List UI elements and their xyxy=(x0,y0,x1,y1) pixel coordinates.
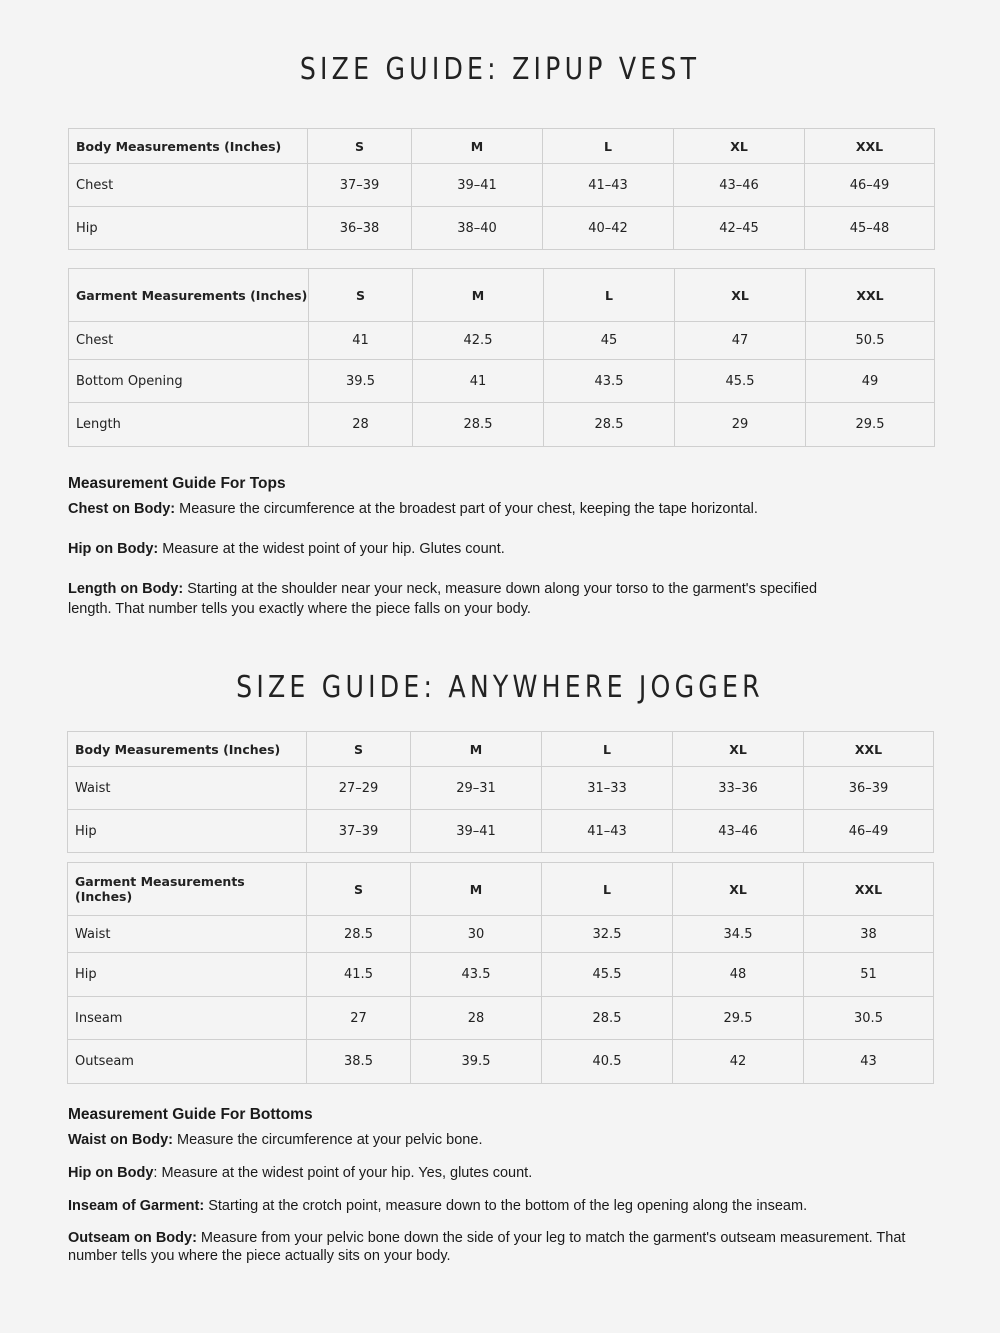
table-cell: 43.5 xyxy=(544,360,675,403)
size-header: M xyxy=(411,863,542,916)
table-cell: 33–36 xyxy=(673,767,804,810)
tops-measurement-guide xyxy=(68,474,928,619)
table-row xyxy=(69,207,935,250)
table-cell: 50.5 xyxy=(806,322,935,360)
table-cell: 34.5 xyxy=(673,916,804,953)
guide-text: Measure the circumference at the broadest part of your chest, keeping the tape horizontal. xyxy=(175,501,758,517)
table-header-label: Body Measurements (Inches) xyxy=(68,732,307,767)
guide-text: Measure the circumference at your pelvic bone. xyxy=(172,1132,483,1148)
table-cell: 42.5 xyxy=(413,322,544,360)
table-cell: 45.5 xyxy=(675,360,806,403)
jogger-garment-measurements-table xyxy=(67,862,934,1084)
table-cell: 29.5 xyxy=(806,403,935,447)
row-label: Outseam xyxy=(68,1040,307,1084)
table-cell: 28.5 xyxy=(413,403,544,447)
size-header: M xyxy=(411,732,542,767)
table-cell: 45 xyxy=(544,322,675,360)
table-cell: 28 xyxy=(411,997,542,1040)
table-cell: 37–39 xyxy=(308,164,412,207)
guide-item xyxy=(68,539,928,559)
table-cell: 43–46 xyxy=(673,810,804,853)
guide-text: : Measure at the widest point of your hip. Yes, glutes count. xyxy=(153,1165,533,1181)
table-cell: 43 xyxy=(804,1040,934,1084)
size-header: M xyxy=(412,129,543,164)
table-cell: 39.5 xyxy=(309,360,413,403)
guide-term: Length on Body: xyxy=(68,581,184,597)
table-cell: 28.5 xyxy=(544,403,675,447)
jogger-body-measurements-table xyxy=(67,731,934,853)
row-label: Hip xyxy=(68,953,307,997)
guide-item xyxy=(68,1163,928,1183)
size-header: L xyxy=(543,129,674,164)
table-cell: 40.5 xyxy=(542,1040,673,1084)
table-cell: 29–31 xyxy=(411,767,542,810)
table-cell: 42 xyxy=(673,1040,804,1084)
guide-term: Inseam of Garment: xyxy=(68,1198,205,1214)
table-cell: 39–41 xyxy=(411,810,542,853)
table-cell: 28.5 xyxy=(307,916,411,953)
table-header-row xyxy=(68,863,934,916)
table-cell: 30 xyxy=(411,916,542,953)
row-label: Waist xyxy=(68,916,307,953)
table-cell: 45–48 xyxy=(805,207,935,250)
size-header: L xyxy=(544,269,675,322)
table-cell: 43–46 xyxy=(674,164,805,207)
table-cell: 39–41 xyxy=(412,164,543,207)
row-label: Inseam xyxy=(68,997,307,1040)
guide-term: Outseam on Body: xyxy=(68,1230,197,1246)
table-cell: 27–29 xyxy=(307,767,411,810)
table-row xyxy=(69,360,935,403)
table-cell: 28 xyxy=(309,403,413,447)
table-cell: 41–43 xyxy=(543,164,674,207)
size-header: XXL xyxy=(806,269,935,322)
size-header: S xyxy=(308,129,412,164)
guide-term: Waist on Body: xyxy=(68,1132,173,1148)
table-cell: 51 xyxy=(804,953,934,997)
guide-text: Starting at the crotch point, measure down to the bottom of the leg opening along the inseam. xyxy=(204,1198,808,1214)
table-cell: 43.5 xyxy=(411,953,542,997)
row-label: Chest xyxy=(69,164,308,207)
guide-item xyxy=(68,1229,928,1265)
guide-term: Hip on Body: xyxy=(68,541,159,557)
table-cell: 46–49 xyxy=(804,810,934,853)
table-cell: 47 xyxy=(675,322,806,360)
table-cell: 30.5 xyxy=(804,997,934,1040)
vest-size-guide-title: SIZE GUIDE: ZIPUP VEST xyxy=(299,52,701,87)
table-cell: 48 xyxy=(673,953,804,997)
table-cell: 46–49 xyxy=(805,164,935,207)
table-row xyxy=(68,810,934,853)
size-header: XXL xyxy=(805,129,935,164)
table-cell: 28.5 xyxy=(542,997,673,1040)
size-header: S xyxy=(309,269,413,322)
guide-text: Starting at the shoulder near your neck, measure down along your torso to the garment's specified length. That number tells you exactly where the piece falls on your body. xyxy=(68,581,818,617)
table-row xyxy=(68,997,934,1040)
size-header: XXL xyxy=(804,732,934,767)
table-row xyxy=(68,1040,934,1084)
size-header: XXL xyxy=(804,863,934,916)
table-row xyxy=(69,164,935,207)
guide-text: Measure from your pelvic bone down the side of your leg to match the garment's outseam measurement. That number tells you where the piece actually sits on your body. xyxy=(68,1230,906,1264)
row-label: Length xyxy=(69,403,309,447)
size-header: XL xyxy=(674,129,805,164)
table-cell: 41.5 xyxy=(307,953,411,997)
guide-item xyxy=(68,1130,928,1150)
guide-item xyxy=(68,1196,928,1216)
table-cell: 36–39 xyxy=(804,767,934,810)
table-cell: 42–45 xyxy=(674,207,805,250)
size-header: XL xyxy=(675,269,806,322)
guide-term: Hip on Body xyxy=(68,1165,154,1181)
table-row xyxy=(68,953,934,997)
table-cell: 49 xyxy=(806,360,935,403)
table-row xyxy=(68,767,934,810)
bottoms-measurement-guide xyxy=(68,1105,928,1265)
size-header: S xyxy=(307,732,411,767)
size-header: L xyxy=(542,863,673,916)
table-cell: 27 xyxy=(307,997,411,1040)
row-label: Hip xyxy=(69,207,308,250)
table-header-row xyxy=(69,129,935,164)
row-label: Hip xyxy=(68,810,307,853)
table-cell: 32.5 xyxy=(542,916,673,953)
table-cell: 39.5 xyxy=(411,1040,542,1084)
row-label: Bottom Opening xyxy=(69,360,309,403)
table-row xyxy=(69,322,935,360)
table-cell: 40–42 xyxy=(543,207,674,250)
size-header: XL xyxy=(673,863,804,916)
vest-body-measurements-table xyxy=(68,128,935,250)
table-cell: 38.5 xyxy=(307,1040,411,1084)
size-header: L xyxy=(542,732,673,767)
guide-text: Measure at the widest point of your hip. Glutes count. xyxy=(158,541,505,557)
guide-item xyxy=(68,499,928,519)
row-label: Chest xyxy=(69,322,309,360)
table-header-label: Body Measurements (Inches) xyxy=(69,129,308,164)
table-cell: 41 xyxy=(309,322,413,360)
guide-term: Chest on Body: xyxy=(68,501,176,517)
vest-garment-measurements-table xyxy=(68,268,935,447)
table-cell: 29 xyxy=(675,403,806,447)
size-header: XL xyxy=(673,732,804,767)
table-header-row xyxy=(68,732,934,767)
table-cell: 31–33 xyxy=(542,767,673,810)
table-row xyxy=(69,403,935,447)
table-header-label: Garment Measurements (Inches) xyxy=(69,269,309,322)
table-cell: 41 xyxy=(413,360,544,403)
guide-heading: Measurement Guide For Tops xyxy=(68,475,286,492)
table-cell: 36–38 xyxy=(308,207,412,250)
table-header-label: Garment Measurements (Inches) xyxy=(68,863,307,916)
guide-heading: Measurement Guide For Bottoms xyxy=(68,1106,313,1123)
table-cell: 38–40 xyxy=(412,207,543,250)
size-header: S xyxy=(307,863,411,916)
table-cell: 37–39 xyxy=(307,810,411,853)
size-header: M xyxy=(413,269,544,322)
table-cell: 29.5 xyxy=(673,997,804,1040)
table-cell: 41–43 xyxy=(542,810,673,853)
table-header-row xyxy=(69,269,935,322)
guide-item xyxy=(68,579,828,619)
jogger-size-guide-title: SIZE GUIDE: ANYWHERE JOGGER xyxy=(236,670,764,705)
row-label: Waist xyxy=(68,767,307,810)
table-cell: 38 xyxy=(804,916,934,953)
table-row xyxy=(68,916,934,953)
table-cell: 45.5 xyxy=(542,953,673,997)
